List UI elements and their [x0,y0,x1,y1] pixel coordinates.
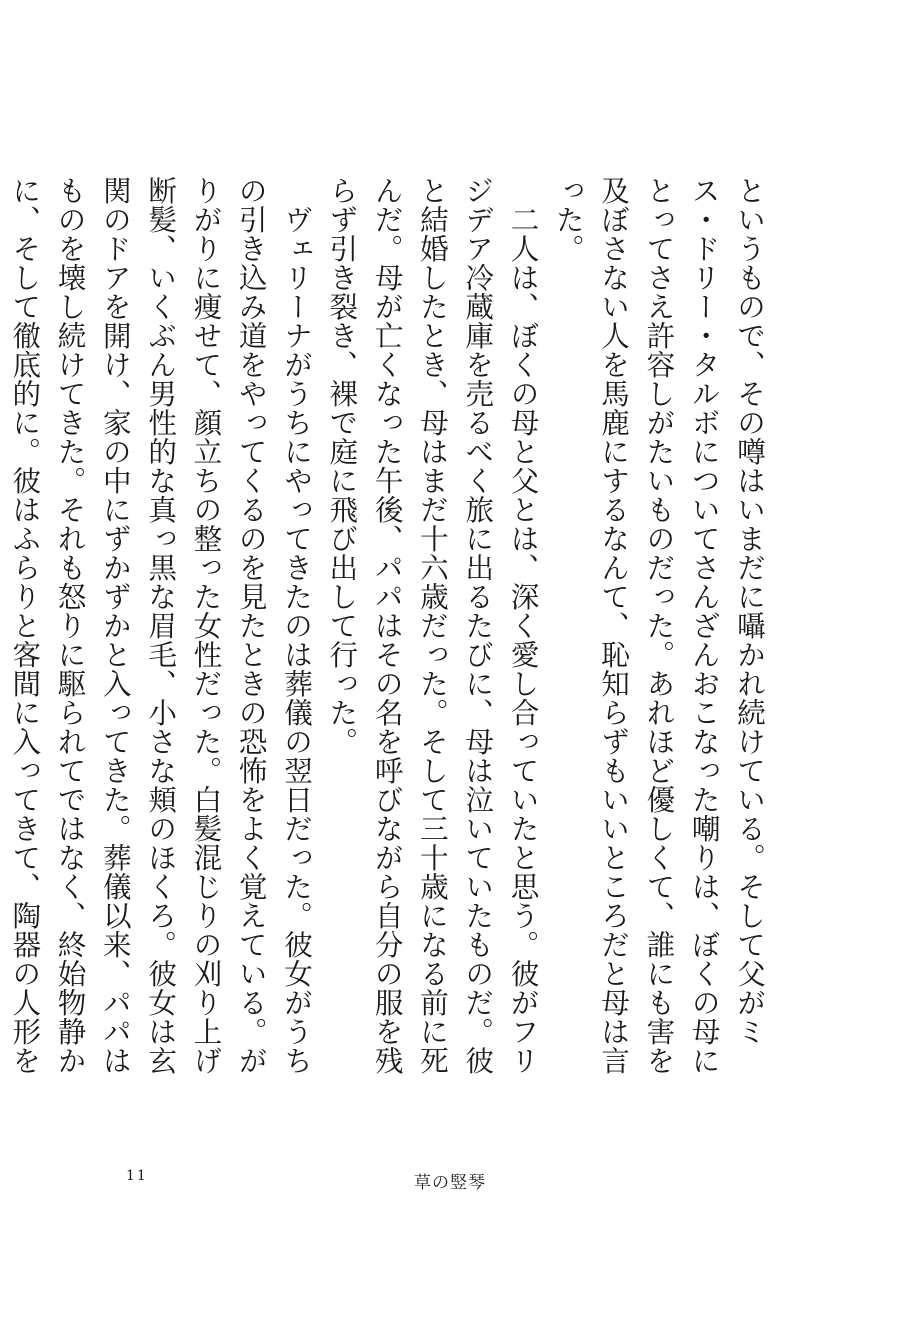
paragraph: ヴェリーナがうちにやってきたのは葬儀の翌日だった。彼女がうちの引き込み道をやってくるのを見たときの恐怖をよく覚えている。がりがりに痩せて、顔立ちの整った女性だった。白髪混じりの刈り上げ断髪、いくぶん男性的な真っ黒な眉毛、小さな頬のほくろ。彼女は玄関のドアを開け、家の中にずかずかと入ってきた。葬儀以来、パパはものを壊し続けてきた。それも怒りに駆られてではなく、終始物静かに、そして徹底的に。彼はふらりと客間に入ってきて、陶器の人形を [8,176,315,1075]
running-title: 草の竪琴 [414,1173,486,1193]
vertical-body-text [8,176,772,1076]
page-number: 11 [126,1168,148,1184]
paragraph: というもので、その噂はいまだに囁かれ続けている。そして父がミス・ドリー・タルボについてさんざんおこなった嘲りは、ぼくの母にとってさえ許容しがたいものだった。あれほど優しくて、誰にも害を及ぼさない人を馬鹿にするなんて、恥知らずもいいところだと母は言った。 [551,176,767,1075]
paragraph: 二人は、ぼくの母と父とは、深く愛し合っていたと思う。彼がフリジデア冷蔵庫を売るべく旅に出るたびに、母は泣いていたものだ。彼と結婚したとき、母はまだ十六歳だった。そして三十歳になる前に死んだ。母が亡くなった午後、パパはその名を呼びながら自分の服を残らず引き裂き、裸で庭に飛び出して行った。 [325,176,541,1075]
